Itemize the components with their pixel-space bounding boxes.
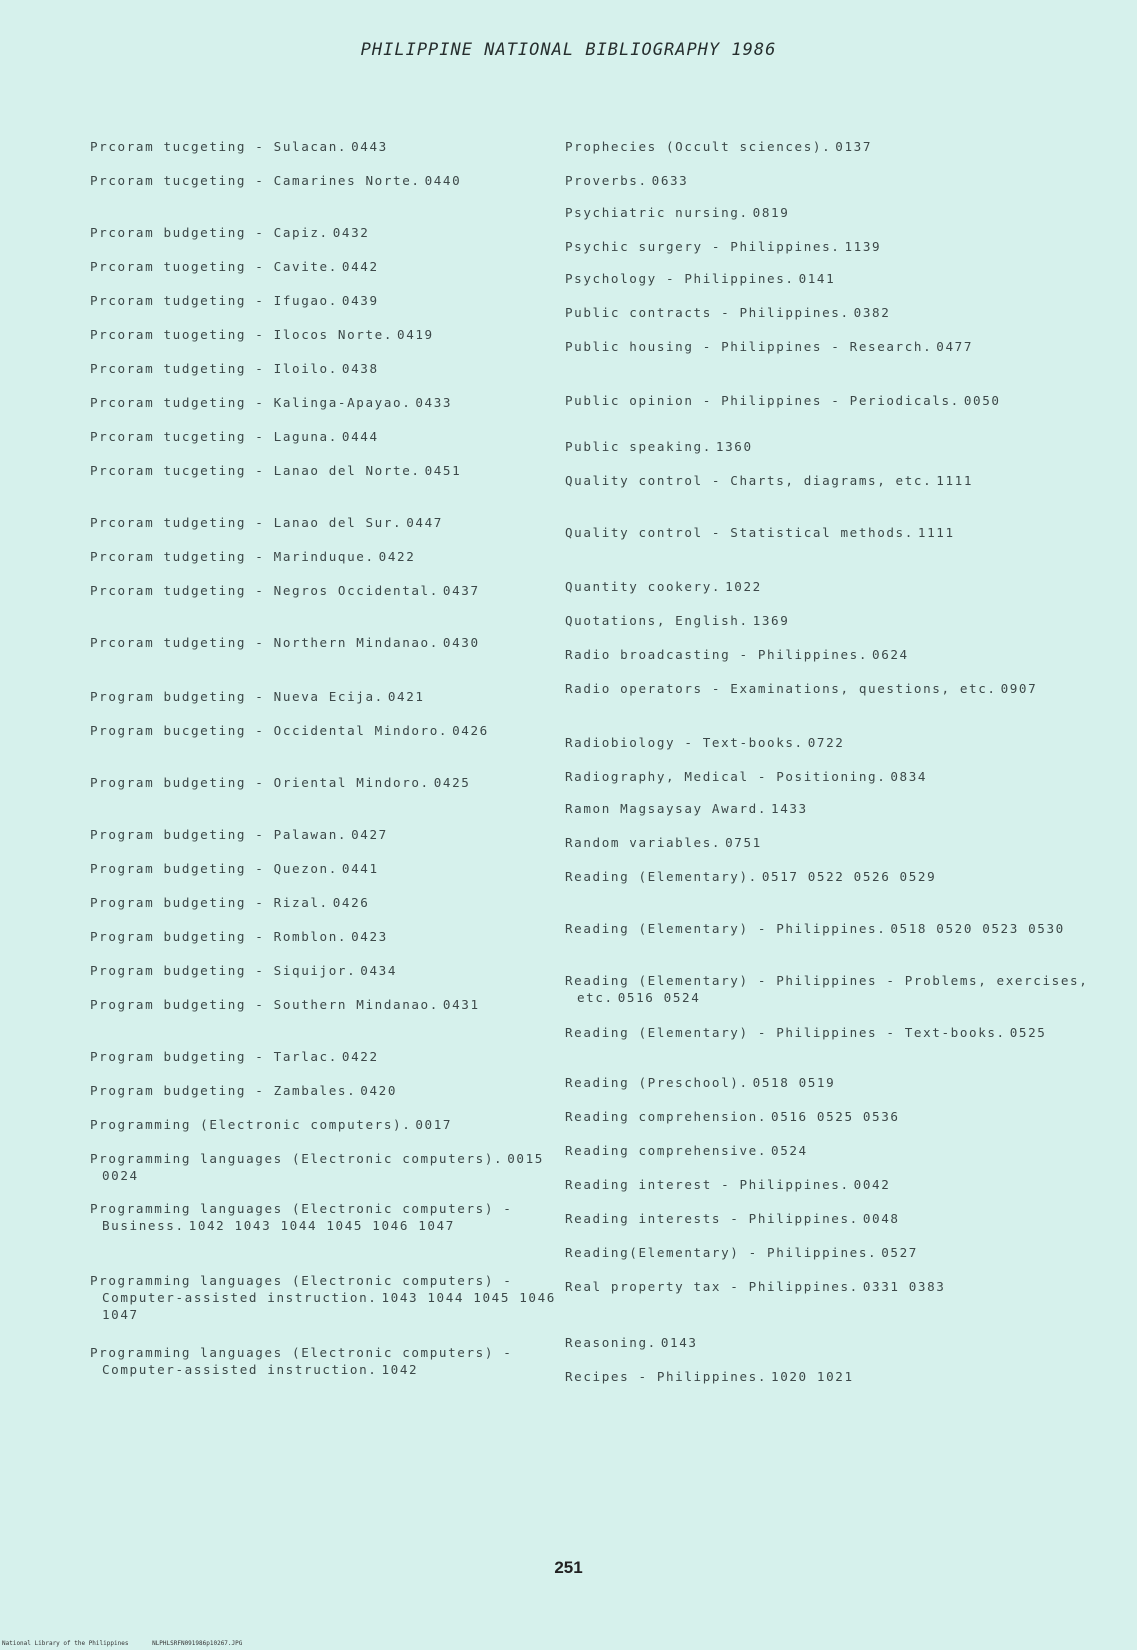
entry-heading: Programming languages (Electronic computers) - Computer-assisted instruction. xyxy=(90,1345,513,1377)
entry-heading: Prcoram tucgeting - Camarines Norte. xyxy=(90,173,421,188)
entry-heading: Radio broadcasting - Philippines. xyxy=(565,647,869,662)
entry-heading: Programming languages (Electronic computers). xyxy=(90,1151,504,1166)
entry-reference-number: 0431 xyxy=(442,997,480,1012)
index-entry xyxy=(90,514,572,531)
entry-heading: Ramon Magsaysay Award. xyxy=(565,801,768,816)
index-entry xyxy=(565,578,1097,595)
entry-reference-number: 0437 xyxy=(442,583,480,598)
index-entry xyxy=(90,774,572,791)
index-entry xyxy=(565,1108,1097,1125)
entry-reference-number: 1369 xyxy=(752,613,790,628)
entry-heading: Reading (Elementary). xyxy=(565,869,758,884)
entry-reference-number: 0442 xyxy=(341,259,379,274)
entry-heading: Prcoram tudgeting - Iloilo. xyxy=(90,361,338,376)
entry-heading: Quotations, English. xyxy=(565,613,749,628)
index-entry xyxy=(90,1272,572,1323)
entry-reference-number: 0438 xyxy=(341,361,379,376)
entry-heading: Program budgeting - Tarlac. xyxy=(90,1049,338,1064)
entry-reference-number: 0447 xyxy=(406,515,443,530)
index-entry xyxy=(565,768,1097,785)
entry-reference-number: 0819 xyxy=(752,205,790,220)
entry-reference-number: 0427 xyxy=(351,827,388,842)
index-entry xyxy=(565,392,1097,409)
index-entry xyxy=(90,360,572,377)
index-entry xyxy=(90,996,572,1013)
entry-reference-number: 0444 xyxy=(341,429,379,444)
entry-reference-number: 0141 xyxy=(798,271,836,286)
entry-heading: Quality control - Statistical methods. xyxy=(565,525,914,540)
entry-reference-number: 0524 xyxy=(771,1143,808,1158)
entry-reference-number: 0527 xyxy=(881,1245,918,1260)
entry-heading: Recipes - Philippines. xyxy=(565,1369,768,1384)
entry-heading: Program budgeting - Siquijor. xyxy=(90,963,357,978)
entry-heading: Prcoram tuogeting - Cavite. xyxy=(90,259,338,274)
index-entry xyxy=(90,224,572,241)
entry-reference-number: 0834 xyxy=(890,769,928,784)
footer-library: National Library of the Philippines xyxy=(2,1640,129,1647)
entry-reference-number: 0518 0519 xyxy=(752,1075,836,1090)
index-entry xyxy=(90,928,572,945)
index-entry xyxy=(90,634,572,651)
entry-reference-number: 0441 xyxy=(341,861,379,876)
entry-heading: Program budgeting - Quezon. xyxy=(90,861,338,876)
index-entry xyxy=(565,680,1097,697)
entry-reference-number: 0423 xyxy=(351,929,388,944)
index-entry xyxy=(90,428,572,445)
entry-reference-number: 0425 xyxy=(433,775,471,790)
index-entry xyxy=(565,612,1097,629)
entry-reference-number: 0048 xyxy=(862,1211,900,1226)
index-entry xyxy=(565,438,1097,455)
entry-reference-number: 1043 1044 1045 1046 1047 xyxy=(102,1290,556,1322)
entry-reference-number: 0624 xyxy=(872,647,909,662)
entry-heading: Psychiatric nursing. xyxy=(565,205,749,220)
index-entry xyxy=(565,1244,1097,1261)
entry-reference-number: 0525 xyxy=(1009,1025,1047,1040)
index-entry xyxy=(90,722,572,739)
entry-heading: Program budgeting - Rizal. xyxy=(90,895,329,910)
index-entry xyxy=(565,920,1097,937)
entry-reference-number: 0421 xyxy=(387,689,425,704)
entry-heading: Program budgeting - Nueva Ecija. xyxy=(90,689,384,704)
entry-heading: Random variables. xyxy=(565,835,722,850)
entry-heading: Quality control - Charts, diagrams, etc. xyxy=(565,473,933,488)
index-entry xyxy=(90,462,572,479)
index-entry xyxy=(565,1278,1097,1295)
entry-heading: Prcoram tucgeting - Sulacan. xyxy=(90,139,348,154)
entry-heading: Prcoram tudgeting - Marinduque. xyxy=(90,549,375,564)
entry-heading: Program budgeting - Oriental Mindoro. xyxy=(90,775,430,790)
entry-reference-number: 0419 xyxy=(397,327,434,342)
entry-reference-number: 0422 xyxy=(378,549,416,564)
entry-heading: Program budgeting - Romblon. xyxy=(90,929,348,944)
entry-heading: Programming languages (Electronic computers) - Business. xyxy=(90,1201,513,1233)
index-entry xyxy=(90,548,572,565)
index-entry xyxy=(90,326,572,343)
entry-heading: Reading (Elementary) - Philippines - Problems, exercises, etc. xyxy=(565,973,1089,1005)
entry-reference-number: 0434 xyxy=(360,963,398,978)
entry-reference-number: 0516 0525 0536 xyxy=(771,1109,900,1124)
entry-reference-number: 0422 xyxy=(341,1049,379,1064)
entry-reference-number: 1042 xyxy=(381,1362,419,1377)
entry-reference-number: 0516 0524 xyxy=(617,990,701,1005)
entry-reference-number: 0017 xyxy=(415,1117,453,1132)
entry-reference-number: 0137 xyxy=(835,139,873,154)
entry-heading: Reading(Elementary) - Philippines. xyxy=(565,1245,878,1260)
index-entry xyxy=(565,1142,1097,1159)
index-entry xyxy=(90,962,572,979)
index-entry xyxy=(90,1116,572,1133)
entry-reference-number: 0143 xyxy=(660,1335,698,1350)
index-entry xyxy=(565,834,1097,851)
index-entry xyxy=(565,972,1097,1006)
entry-reference-number: 0443 xyxy=(351,139,388,154)
entry-reference-number: 0382 xyxy=(853,305,891,320)
entry-reference-number: 0907 xyxy=(1000,681,1038,696)
index-entry xyxy=(90,1082,572,1099)
entry-heading: Program budgeting - Southern Mindanao. xyxy=(90,997,439,1012)
index-entry xyxy=(90,172,572,189)
index-entry xyxy=(565,524,1097,541)
index-entry xyxy=(90,394,572,411)
entry-reference-number: 1360 xyxy=(715,439,753,454)
index-entry xyxy=(90,1344,572,1378)
entry-heading: Programming languages (Electronic computers) - Computer-assisted instruction. xyxy=(90,1273,513,1305)
entry-reference-number: 0420 xyxy=(360,1083,398,1098)
entry-reference-number: 1433 xyxy=(771,801,808,816)
entry-heading: Program budgeting - Palawan. xyxy=(90,827,348,842)
index-entry xyxy=(565,138,1097,155)
entry-reference-number: 0331 0383 xyxy=(862,1279,946,1294)
entry-heading: Reading (Preschool). xyxy=(565,1075,749,1090)
index-entry xyxy=(565,1176,1097,1193)
index-entry xyxy=(565,1024,1097,1041)
index-entry xyxy=(90,1048,572,1065)
entry-heading: Real property tax - Philippines. xyxy=(565,1279,859,1294)
entry-heading: Prcoram tudgeting - Negros Occidental. xyxy=(90,583,439,598)
entry-heading: Radio operators - Examinations, questions, etc. xyxy=(565,681,997,696)
entry-heading: Public opinion - Philippines - Periodicals. xyxy=(565,393,960,408)
entry-reference-number: 0426 xyxy=(332,895,370,910)
index-entry xyxy=(565,1210,1097,1227)
entry-heading: Reasoning. xyxy=(565,1335,657,1350)
entry-heading: Quantity cookery. xyxy=(565,579,722,594)
entry-reference-number: 0440 xyxy=(424,173,462,188)
entry-heading: Prcoram budgeting - Capiz. xyxy=(90,225,329,240)
entry-heading: Reading comprehension. xyxy=(565,1109,768,1124)
index-entry xyxy=(90,138,572,155)
entry-heading: Proverbs. xyxy=(565,173,648,188)
index-entry xyxy=(565,270,1097,287)
page-title: PHILIPPINE NATIONAL BIBLIOGRAPHY 1986 xyxy=(360,40,777,60)
index-entry xyxy=(565,172,1097,189)
entry-heading: Prophecies (Occult sciences). xyxy=(565,139,832,154)
entry-heading: Public housing - Philippines - Research. xyxy=(565,339,933,354)
entry-reference-number: 0633 xyxy=(651,173,689,188)
entry-heading: Prcoram tucgeting - Laguna. xyxy=(90,429,338,444)
entry-heading: Prcoram tudgeting - Lanao del Sur. xyxy=(90,515,403,530)
entry-reference-number: 1020 1021 xyxy=(771,1369,854,1384)
entry-reference-number: 1022 xyxy=(725,579,762,594)
index-entry xyxy=(565,238,1097,255)
entry-reference-number: 1042 1043 1044 1045 1046 1047 xyxy=(188,1218,455,1233)
entry-heading: Reading comprehensive. xyxy=(565,1143,768,1158)
entry-heading: Prcoram tucgeting - Lanao del Norte. xyxy=(90,463,421,478)
entry-heading: Reading interests - Philippines. xyxy=(565,1211,859,1226)
entry-heading: Psychology - Philippines. xyxy=(565,271,795,286)
entry-heading: Radiobiology - Text-books. xyxy=(565,735,804,750)
index-entry xyxy=(90,688,572,705)
index-entry xyxy=(565,734,1097,751)
index-entry xyxy=(90,1200,572,1234)
index-entry xyxy=(90,894,572,911)
entry-reference-number: 0042 xyxy=(853,1177,891,1192)
entry-reference-number: 1139 xyxy=(844,239,882,254)
entry-reference-number: 0433 xyxy=(415,395,453,410)
index-entry xyxy=(565,800,1097,817)
entry-reference-number: 0477 xyxy=(936,339,974,354)
index-entry xyxy=(90,258,572,275)
footer xyxy=(2,1640,262,1647)
entry-heading: Public speaking. xyxy=(565,439,712,454)
entry-heading: Programming (Electronic computers). xyxy=(90,1117,412,1132)
entry-heading: Prcoram tudgeting - Northern Mindanao. xyxy=(90,635,439,650)
index-entry xyxy=(565,868,1097,885)
entry-reference-number: 0517 0522 0526 0529 xyxy=(761,869,937,884)
entry-heading: Program budgeting - Zambales. xyxy=(90,1083,357,1098)
entry-heading: Prcoram tudgeting - Ifugao. xyxy=(90,293,338,308)
index-entry xyxy=(90,582,572,599)
index-entry xyxy=(90,292,572,309)
entry-reference-number: 0015 0024 xyxy=(102,1151,544,1183)
entry-reference-number: 0451 xyxy=(424,463,462,478)
index-entry xyxy=(565,646,1097,663)
index-entry xyxy=(565,1368,1097,1385)
entry-heading: Reading interest - Philippines. xyxy=(565,1177,850,1192)
index-entry xyxy=(90,826,572,843)
index-entry xyxy=(565,204,1097,221)
page-number: 251 xyxy=(554,1558,583,1577)
entry-heading: Reading (Elementary) - Philippines - Text-books. xyxy=(565,1025,1006,1040)
entry-reference-number: 0430 xyxy=(442,635,480,650)
entry-reference-number: 0722 xyxy=(807,735,845,750)
entry-reference-number: 0751 xyxy=(725,835,762,850)
entry-reference-number: 0432 xyxy=(332,225,370,240)
index-entry xyxy=(565,304,1097,321)
entry-heading: Program bucgeting - Occidental Mindoro. xyxy=(90,723,449,738)
entry-reference-number: 0518 0520 0523 0530 xyxy=(890,921,1065,936)
entry-reference-number: 0426 xyxy=(452,723,489,738)
entry-heading: Prcoram tuogeting - Ilocos Norte. xyxy=(90,327,394,342)
index-entry xyxy=(565,472,1097,489)
entry-heading: Psychic surgery - Philippines. xyxy=(565,239,841,254)
entry-reference-number: 0439 xyxy=(341,293,379,308)
entry-heading: Prcoram tudgeting - Kalinga-Apayao. xyxy=(90,395,412,410)
footer-file: NLPHLSRFN091986p10267.JPG xyxy=(152,1640,243,1647)
entry-reference-number: 1111 xyxy=(936,473,974,488)
index-entry xyxy=(90,1150,572,1184)
entry-reference-number: 0050 xyxy=(963,393,1001,408)
entry-reference-number: 1111 xyxy=(917,525,955,540)
index-entry xyxy=(90,860,572,877)
index-entry xyxy=(565,338,1097,355)
entry-heading: Public contracts - Philippines. xyxy=(565,305,850,320)
entry-heading: Reading (Elementary) - Philippines. xyxy=(565,921,887,936)
index-entry xyxy=(565,1074,1097,1091)
entry-heading: Radiography, Medical - Positioning. xyxy=(565,769,887,784)
index-entry xyxy=(565,1334,1097,1351)
